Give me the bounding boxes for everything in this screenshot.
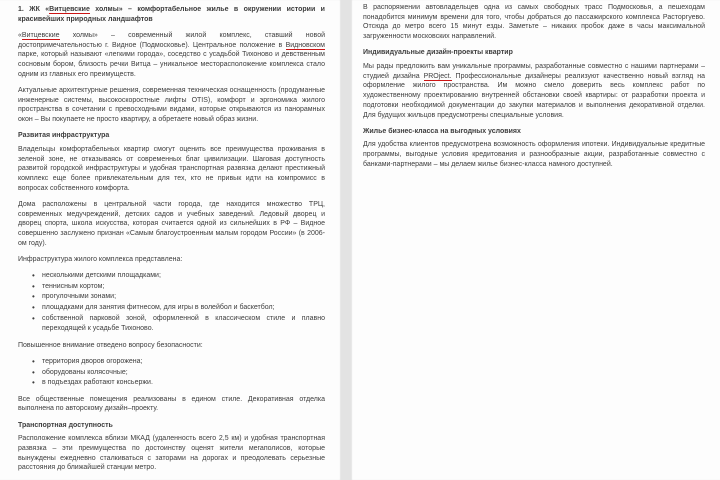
text-run: собственной парковой зоной, оформленной в классическом стиле и плавно переходящей к усадьбе Тихоново.	[42, 314, 325, 333]
text-run: Актуальные архитектурные решения, современная техническая оснащенность (продуманные инженерные системы, высокоскоростные лифты OTIS), комфорт и эргономика жилого пространства в сочетании с превосходными видами, которые открываются из панорамных окон – Вы покупаете не просто квартиру, а обретаете новый образ жизни.	[18, 86, 325, 124]
text-run: Для удобства клиентов предусмотрена возможность оформления ипотеки. Индивидуальные кредитные программы, выгодные условия кредитования и разнообразные акции, разработанные совместно с банками-партнерами – мы делаем жилье бизнес-класса намного доступней.	[363, 141, 705, 168]
paragraph	[18, 86, 325, 125]
paragraph	[363, 3, 705, 42]
bullet-list	[18, 357, 325, 389]
paragraph	[363, 62, 705, 120]
section-heading	[18, 131, 325, 141]
list-item	[42, 368, 325, 379]
misspelled-word: PROject.	[423, 72, 452, 80]
text-run: Развитая инфраструктура	[18, 132, 110, 140]
paragraph	[18, 200, 325, 249]
misspelled-word: Витцевские	[49, 6, 90, 13]
text-run: Инфраструктура жилого комплекса представлена:	[18, 255, 183, 263]
section-heading	[363, 127, 705, 137]
text-run: Повышенное внимание отведено вопросу безопасности:	[18, 341, 203, 349]
text-run: Дома расположены в центральной части города, где находится множество ТРЦ, современных медучреждений, детских садов и учебных заведений. Ледовый дворец и дворец спорта, школа искусства, которая считается одной из сильнейших в РФ – Видное совершенно заслужено признан «Самым благоустроенным малым городом России» (в 2006-ом году).	[18, 200, 325, 247]
text-run: оборудованы колясочные;	[42, 368, 128, 376]
text-run: Транспортная доступность	[18, 421, 113, 429]
list-item	[42, 271, 325, 282]
text-run: в подъездах работают консьержи.	[42, 379, 153, 387]
text-run: прогулочными зонами;	[42, 293, 117, 301]
paragraph	[18, 145, 325, 194]
text-run: «	[18, 31, 22, 39]
text-run: площадками для занятия фитнесом, для игры в волейбол и баскетбол;	[42, 303, 275, 311]
text-run: Профессиональные дизайнеры реализуют качественно новый взгляд на оформление жилого пространства. Им можно смело доверить весь комплекс работ по художественному проектированию внутренней обстановки своей квартиры: от разработки проекта и подготовки необходимой документации до закупки материалов и выполнения декоративной отделки. Для будущих жильцов предусмотрены специальные условия.	[363, 72, 705, 119]
list-item	[42, 303, 325, 314]
text-run: Мы рады предложить вам уникальные программы, разработанные совместно с нашими партнерами – студией дизайна	[363, 63, 705, 80]
document-page-1[interactable]	[0, 0, 341, 480]
text-run: территория дворов огорожена;	[42, 357, 143, 365]
list-item	[42, 314, 325, 335]
text-run: 1. ЖК «	[18, 6, 50, 13]
text-run: Индивидуальные дизайн-проекты квартир	[363, 49, 513, 57]
text-run: Владельцы комфортабельных квартир смогут оценить все преимущества проживания в зеленой зоне, не отказываясь от современных благ цивилизации. Шаговая доступность развитой городской инфраструктуры и удобная транспортная развязка делают престижный комплекс еще более привлекательным для тех, кто не привык идти на компромисс в вопросах собственного комфорта.	[18, 145, 325, 192]
paragraph	[18, 31, 325, 80]
text-run: Расположение комплекса вблизи МКАД (удаленность всего 2,5 км) и удобная транспортная развязка – эти преимущества по достоинству оценят жители мегаполисов, которые вынуждены ежедневно сталкиваться с заторами на дорогах и преодолевать серьезные расстояния до ближайшей станции метро.	[18, 435, 325, 472]
text-run: холмы» – комфортабельное жилье в окружении истории и красивейших природных ландшафтов	[18, 6, 325, 23]
document-page-2[interactable]	[351, 0, 720, 480]
section-heading	[18, 421, 325, 431]
list-item	[42, 282, 325, 293]
text-run: теннисным кортом;	[42, 282, 105, 290]
paragraph	[18, 341, 325, 351]
text-run: несколькими детскими площадками;	[42, 272, 161, 280]
text-run: В распоряжении автовладельцев одна из самых свободных трасс Подмосковья, а пешеходам понадобится минимум времени для того, чтобы добраться до пассажирского комплекса Расторгуево. Отсюда до метро всего 15 минут езды. Заметьте – никаких пробок даже в часы максимальной загруженности московских направлений.	[363, 4, 705, 41]
text-run: холмы» – современный жилой комплекс, ставший новой достопримечательностью г. Видное (Подмосковье). Центральное положение в	[18, 31, 325, 49]
document-title	[18, 5, 325, 24]
text-run: Жилье бизнес-класса на выгодных условиях	[363, 127, 521, 135]
bullet-list	[18, 271, 325, 335]
misspelled-word: Витцевские	[21, 31, 60, 39]
paragraph	[18, 255, 325, 265]
text-run: Все общественные помещения реализованы в едином стиле. Декоративная отделка выполнена по авторскому дизайн–проекту.	[18, 395, 325, 413]
section-heading	[363, 48, 705, 58]
text-run: парке, который называют «легкими города», соседство с усадьбой Тихоново и девственным сосновым бором, близость речки Витца – уникальное месторасположение комплекса стало одним из главных его преимуществ.	[18, 51, 325, 78]
list-item	[42, 292, 325, 303]
paragraph	[18, 434, 325, 473]
list-item	[42, 357, 325, 368]
list-item	[42, 378, 325, 389]
paragraph	[18, 395, 325, 414]
paragraph	[363, 140, 705, 169]
misspelled-word: Видновском	[285, 41, 325, 49]
